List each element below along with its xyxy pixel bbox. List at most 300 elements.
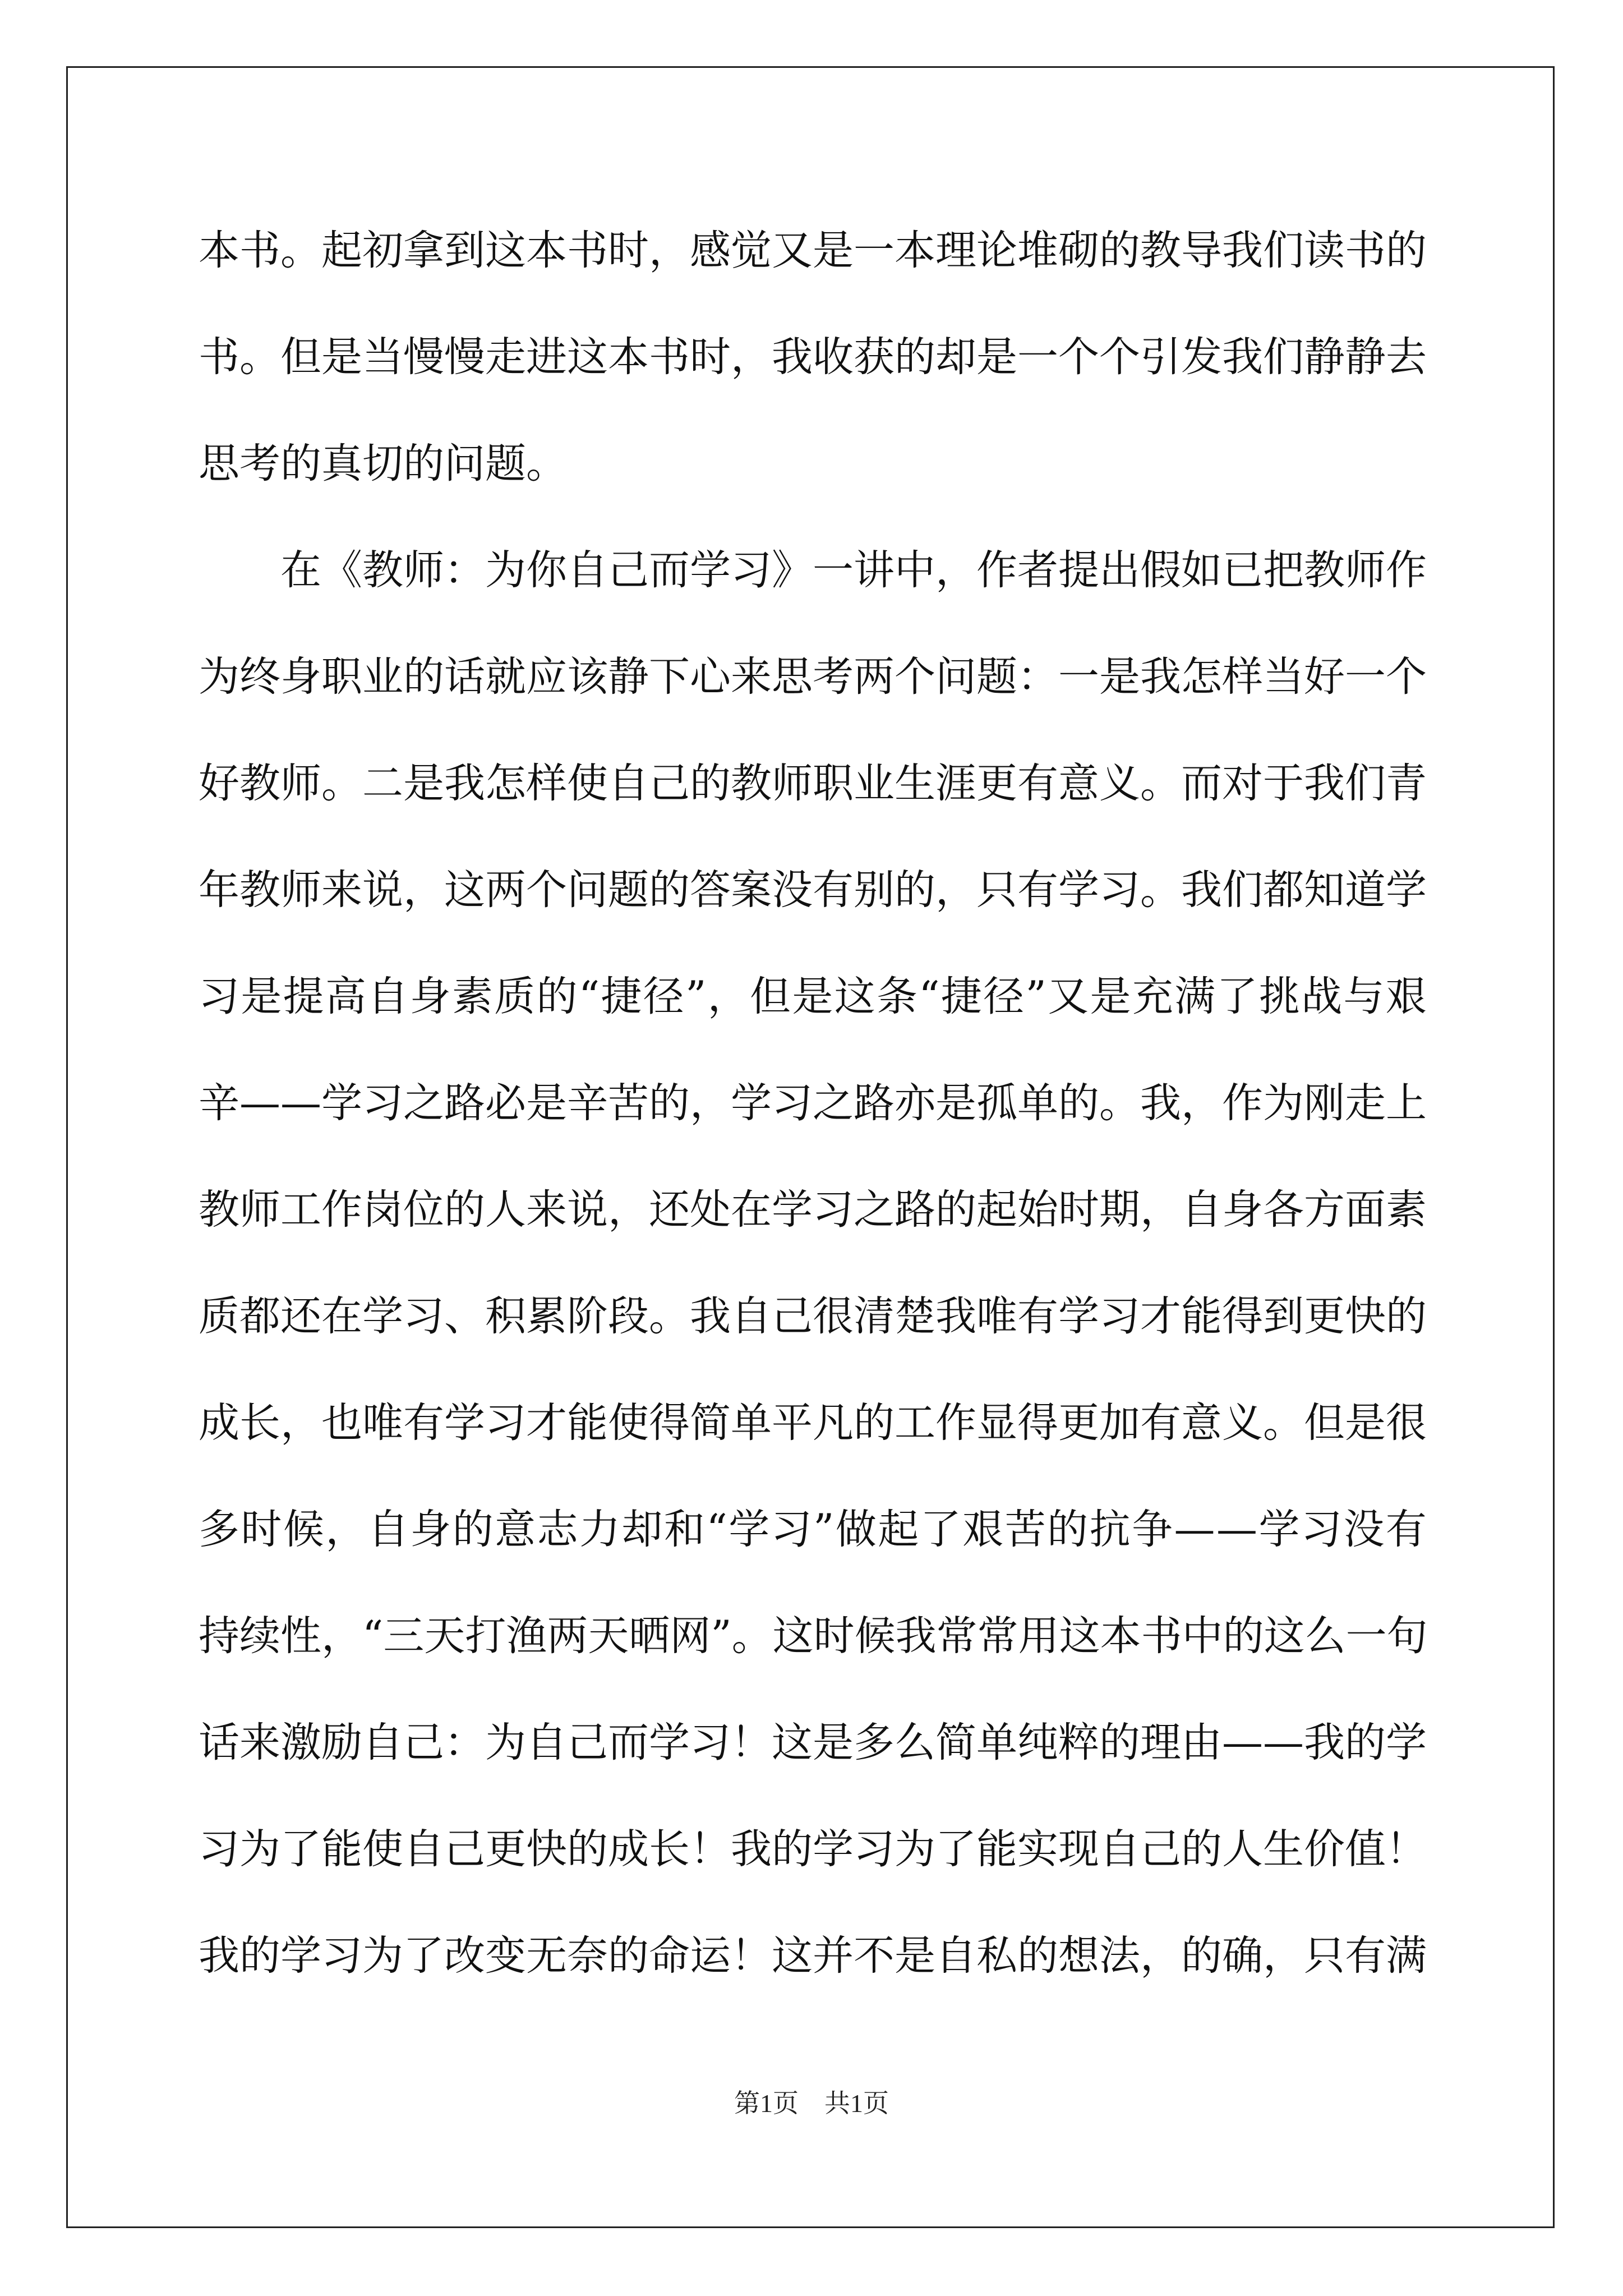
text-char: 纯 — [1017, 1719, 1058, 1766]
text-char: 的 — [280, 440, 321, 487]
text-char: 己 — [403, 1719, 444, 1766]
text-char: 们 — [1345, 760, 1386, 807]
text-char: 一 — [1058, 653, 1099, 701]
text-char: 思 — [772, 653, 813, 701]
text-char: 励 — [321, 1719, 362, 1766]
text-char: 必 — [485, 1079, 526, 1127]
text-line — [199, 304, 1427, 411]
text-char: 引 — [1140, 333, 1181, 381]
text-char: 案 — [731, 866, 772, 914]
text-char: 是 — [813, 1719, 854, 1766]
text-char: 自 — [367, 1506, 409, 1553]
text-char: 、 — [444, 1292, 485, 1340]
text-char: 时 — [241, 1506, 282, 1553]
text-char: 假 — [1140, 546, 1181, 594]
text-char: 更 — [976, 760, 1017, 807]
text-char: 奈 — [567, 1932, 608, 1980]
text-line — [199, 1476, 1427, 1583]
text-char: 的 — [567, 1825, 608, 1873]
text-char: 刚 — [1304, 1079, 1345, 1127]
text-char: 都 — [1263, 866, 1304, 914]
text-char: 》 — [772, 546, 813, 594]
text-line — [199, 837, 1427, 944]
text-char: ： — [1017, 653, 1058, 701]
text-char: 能 — [567, 1399, 608, 1447]
text-char: 没 — [1343, 1506, 1385, 1553]
text-char: 《 — [321, 546, 362, 594]
text-char: 的 — [1017, 1932, 1058, 1980]
text-char: 一 — [1017, 333, 1058, 381]
text-char: 天 — [424, 1612, 465, 1660]
text-char: 己 — [567, 1719, 608, 1766]
text-char: 学 — [362, 1292, 403, 1340]
text-char: 的 — [403, 653, 444, 701]
text-char: 的 — [1047, 1506, 1089, 1553]
text-char: 上 — [1386, 1079, 1427, 1127]
text-char: 职 — [321, 653, 362, 701]
text-char: 收 — [813, 333, 854, 381]
text-char: ” — [685, 973, 707, 1020]
text-char: 。 — [526, 440, 567, 487]
text-char: 习 — [199, 973, 239, 1020]
text-char: 使 — [608, 1399, 649, 1447]
text-char: 运 — [690, 1932, 731, 1980]
text-char: 道 — [1345, 866, 1386, 914]
text-line — [199, 624, 1427, 730]
text-char: 为 — [239, 1825, 280, 1873]
text-char: 学 — [649, 1719, 690, 1766]
text-char: 样 — [1222, 653, 1263, 701]
text-char: 切 — [362, 440, 403, 487]
text-char: 自 — [1181, 1186, 1222, 1234]
text-char: 考 — [239, 440, 280, 487]
text-char: — — [1222, 1719, 1263, 1766]
text-char: 样 — [526, 760, 567, 807]
text-char: 这 — [772, 1612, 814, 1660]
text-char: 不 — [854, 1932, 895, 1980]
text-char: 师 — [280, 866, 321, 914]
text-char: 我 — [1140, 1079, 1181, 1127]
text-char: 初 — [362, 227, 403, 274]
text-char: 这 — [772, 1719, 813, 1766]
text-char: “ — [578, 973, 600, 1020]
text-char: 习 — [321, 1932, 362, 1980]
text-char: 是 — [792, 973, 833, 1020]
text-char: 学 — [1258, 1506, 1300, 1553]
text-char: 战 — [1301, 973, 1343, 1020]
text-char: 自 — [567, 546, 608, 594]
text-char: 能 — [1181, 1292, 1222, 1340]
text-char: 又 — [772, 227, 813, 274]
text-char: 我 — [690, 1292, 731, 1340]
text-char: ， — [1181, 1079, 1222, 1127]
text-char: 得 — [1222, 1292, 1263, 1340]
text-char: 清 — [854, 1292, 895, 1340]
text-char: 还 — [280, 1292, 321, 1340]
text-char: 期 — [1099, 1186, 1140, 1234]
page-footer: 第1页 共1页 — [734, 2089, 889, 2118]
text-char: 争 — [1132, 1506, 1173, 1553]
text-char: 书 — [1141, 1612, 1182, 1660]
text-char: ！ — [690, 1825, 731, 1873]
text-char: 为 — [485, 1719, 526, 1766]
text-char: 捷 — [940, 973, 982, 1020]
text-char: 者 — [1017, 546, 1058, 594]
text-char: 能 — [976, 1825, 1017, 1873]
text-char: 却 — [935, 333, 976, 381]
text-char: 的 — [854, 1399, 895, 1447]
text-char: 路 — [854, 1079, 895, 1127]
text-char: 身 — [1222, 1186, 1263, 1234]
text-char: 激 — [280, 1719, 321, 1766]
text-char: 么 — [895, 1719, 935, 1766]
text-char: 该 — [567, 653, 608, 701]
text-char: 打 — [465, 1612, 506, 1660]
text-char: 书 — [649, 333, 690, 381]
text-char: 我 — [1181, 866, 1222, 914]
text-char: 抗 — [1089, 1506, 1131, 1553]
text-char: ， — [321, 1612, 362, 1660]
text-char: 书 — [239, 227, 280, 274]
text-char: ， — [1140, 1932, 1181, 1980]
text-char: 网 — [670, 1612, 711, 1660]
text-char: 单 — [1017, 1079, 1058, 1127]
text-char: 答 — [690, 866, 731, 914]
text-char: 教 — [731, 760, 772, 807]
text-char: 觉 — [731, 227, 772, 274]
text-char: 两 — [485, 866, 526, 914]
text-char: 单 — [976, 1719, 1017, 1766]
text-char: 简 — [690, 1399, 731, 1447]
text-char: 常 — [936, 1612, 978, 1660]
text-char: “ — [706, 1506, 727, 1553]
text-char: 说 — [362, 866, 403, 914]
text-char: 两 — [547, 1612, 588, 1660]
text-char: 一 — [854, 227, 895, 274]
text-char: 们 — [1263, 333, 1304, 381]
text-char: 这 — [834, 973, 875, 1020]
text-char: 本 — [608, 333, 649, 381]
text-char: 使 — [362, 1825, 403, 1873]
text-char: ： — [444, 1719, 485, 1766]
text-char: 生 — [1263, 1825, 1304, 1873]
text-char: 想 — [1058, 1932, 1099, 1980]
text-char: 下 — [649, 653, 690, 701]
text-char: 性 — [280, 1612, 321, 1660]
text-char: 师 — [772, 760, 813, 807]
text-char: 对 — [1222, 760, 1263, 807]
text-char: 涯 — [935, 760, 976, 807]
text-char: 成 — [199, 1399, 239, 1447]
text-char: 这 — [772, 1932, 813, 1980]
text-char: 学 — [731, 1079, 772, 1127]
text-char: 在 — [321, 1292, 362, 1340]
text-char: ， — [707, 973, 749, 1020]
text-char: 真 — [321, 440, 362, 487]
text-line — [199, 944, 1427, 1050]
text-char: 学 — [772, 1186, 813, 1234]
text-char: 习 — [485, 1399, 526, 1447]
text-char: 岗 — [362, 1186, 403, 1234]
text-char: 砌 — [1058, 227, 1099, 274]
text-char: 楚 — [895, 1292, 935, 1340]
text-char: 高 — [325, 973, 366, 1020]
text-char: 。 — [321, 760, 362, 807]
text-char: 的 — [895, 866, 935, 914]
text-char: 时 — [608, 227, 649, 274]
text-char: 走 — [1345, 1079, 1386, 1127]
text-char: 的 — [536, 973, 578, 1020]
text-char: 学 — [728, 1506, 770, 1553]
text-char: 工 — [280, 1186, 321, 1234]
text-char: ： — [444, 546, 485, 594]
text-char: 得 — [649, 1399, 690, 1447]
text-char: 们 — [1263, 227, 1304, 274]
text-char: 题 — [608, 866, 649, 914]
text-char: 是 — [1099, 653, 1140, 701]
text-char: — — [1216, 1506, 1257, 1553]
text-char: 与 — [1343, 973, 1385, 1020]
text-char: 。 — [1140, 760, 1181, 807]
text-char: 作 — [1222, 1079, 1263, 1127]
text-char: 义 — [1099, 760, 1140, 807]
text-char: 但 — [280, 333, 321, 381]
text-char: 更 — [1304, 1292, 1345, 1340]
text-char: 你 — [526, 546, 567, 594]
text-char: 艰 — [1385, 973, 1427, 1020]
text-char: 思 — [199, 440, 239, 487]
text-char: 成 — [608, 1825, 649, 1873]
text-char: 都 — [239, 1292, 280, 1340]
text-char: 时 — [690, 333, 731, 381]
text-char: 快 — [1345, 1292, 1386, 1340]
text-char: 学 — [444, 1399, 485, 1447]
text-char: 获 — [854, 333, 895, 381]
text-char: 一 — [1345, 1612, 1387, 1660]
text-char: 学 — [321, 1079, 362, 1127]
text-char: 教 — [199, 1186, 239, 1234]
text-char: 我 — [1222, 227, 1263, 274]
text-char: 有 — [1017, 760, 1058, 807]
text-char: 题 — [976, 653, 1017, 701]
text-char: 导 — [1181, 227, 1222, 274]
text-char: 的 — [452, 1506, 494, 1553]
text-char: 身 — [409, 973, 451, 1020]
text-char: 粹 — [1058, 1719, 1099, 1766]
text-char: 值 — [1345, 1825, 1386, 1873]
text-line — [199, 517, 1427, 624]
text-char: 习 — [771, 1506, 812, 1553]
text-char: 起 — [321, 227, 362, 274]
text-char: 起 — [976, 1186, 1017, 1234]
text-char: 各 — [1263, 1186, 1304, 1234]
text-char: 更 — [1058, 1399, 1099, 1447]
text-char: 条 — [876, 973, 917, 1020]
text-char: 只 — [1304, 1932, 1345, 1980]
text-char: 的 — [772, 1825, 813, 1873]
text-char: 意 — [1058, 760, 1099, 807]
text-char: 的 — [690, 760, 731, 807]
text-char: 问 — [567, 866, 608, 914]
text-char: 拿 — [403, 227, 444, 274]
text-char: 作 — [935, 1399, 976, 1447]
text-char: 当 — [1263, 653, 1304, 701]
text-char: 习 — [403, 1292, 444, 1340]
text-char: 作 — [321, 1186, 362, 1234]
text-char: 学 — [1386, 866, 1427, 914]
text-char: 路 — [444, 1079, 485, 1127]
text-char: 理 — [935, 227, 976, 274]
text-char: 教 — [362, 546, 403, 594]
text-char: ！ — [731, 1719, 772, 1766]
text-char: 提 — [1058, 546, 1099, 594]
text-char: 本 — [1100, 1612, 1141, 1660]
text-char: 很 — [813, 1292, 854, 1340]
text-char: 的 — [649, 866, 690, 914]
text-char: 了 — [403, 1932, 444, 1980]
text-char: 辛 — [199, 1079, 239, 1127]
text-char: 中 — [1182, 1612, 1223, 1660]
text-char: 的 — [649, 1079, 690, 1127]
text-char: 自 — [731, 1292, 772, 1340]
text-char: 发 — [1181, 333, 1222, 381]
text-char: 候 — [854, 1612, 896, 1660]
text-char: 。 — [1099, 1079, 1140, 1127]
text-char: 时 — [813, 1612, 855, 1660]
text-char: 和 — [663, 1506, 705, 1553]
text-char: 有 — [403, 1399, 444, 1447]
text-char: 我 — [731, 1825, 772, 1873]
text-char: 积 — [485, 1292, 526, 1340]
text-char: 去 — [1386, 333, 1427, 381]
text-char: 平 — [772, 1399, 813, 1447]
text-char: 这 — [444, 866, 485, 914]
text-char: 二 — [362, 760, 403, 807]
text-char: 问 — [444, 440, 485, 487]
text-char: 习 — [854, 1825, 895, 1873]
text-char: 简 — [935, 1719, 976, 1766]
text-char: 是 — [1090, 973, 1131, 1020]
text-char: 己 — [1140, 1825, 1181, 1873]
text-char: 来 — [239, 1719, 280, 1766]
text-char: ， — [403, 866, 444, 914]
text-char: 有 — [1017, 866, 1058, 914]
text-char: 己 — [772, 1292, 813, 1340]
text-char: — — [1174, 1506, 1215, 1553]
text-char: 天 — [588, 1612, 629, 1660]
text-char: 习 — [362, 1079, 403, 1127]
text-char: 凡 — [813, 1399, 854, 1447]
text-char: 我 — [1304, 760, 1345, 807]
text-char: 渔 — [506, 1612, 547, 1660]
text-char: 应 — [526, 653, 567, 701]
text-char: 这 — [1264, 1612, 1305, 1660]
text-char: 学 — [1386, 1719, 1427, 1766]
text-char: 法 — [1099, 1932, 1140, 1980]
text-char: 素 — [1386, 1186, 1427, 1234]
text-char: 实 — [1017, 1825, 1058, 1873]
text-char: 提 — [283, 973, 324, 1020]
text-char: 自 — [608, 760, 649, 807]
text-char: 怎 — [1181, 653, 1222, 701]
text-char: 由 — [1181, 1719, 1222, 1766]
text-char: 为 — [1263, 1079, 1304, 1127]
text-char: 有 — [1345, 1932, 1386, 1980]
text-char: 这 — [485, 227, 526, 274]
text-char: 讲 — [854, 546, 895, 594]
text-char: 在 — [280, 546, 321, 594]
text-char: 持 — [199, 1612, 239, 1660]
text-char: 做 — [835, 1506, 877, 1553]
text-char: 静 — [1304, 333, 1345, 381]
text-char: ， — [1140, 1186, 1181, 1234]
text-char: “ — [362, 1612, 384, 1660]
text-char: 学 — [813, 1825, 854, 1873]
text-char: 径 — [983, 973, 1025, 1020]
text-char: 己 — [608, 546, 649, 594]
text-char: 学 — [280, 1932, 321, 1980]
text-char: 话 — [444, 653, 485, 701]
text-char: 本 — [895, 227, 935, 274]
text-char: 的 — [403, 440, 444, 487]
text-char: ” — [1025, 973, 1046, 1020]
text-char: 为 — [362, 1932, 403, 1980]
text-char: 中 — [895, 546, 935, 594]
text-char: 到 — [444, 227, 485, 274]
text-char: 习 — [1301, 1506, 1342, 1553]
text-char: 书 — [567, 227, 608, 274]
text-char: 静 — [1345, 333, 1386, 381]
text-char: 无 — [526, 1932, 567, 1980]
text-char: 来 — [731, 653, 772, 701]
text-char: 用 — [1018, 1612, 1059, 1660]
text-char: 质 — [199, 1292, 239, 1340]
text-char: 而 — [1181, 760, 1222, 807]
text-char: 使 — [567, 760, 608, 807]
text-char: 己 — [444, 1825, 485, 1873]
text-char: 义 — [1222, 1399, 1263, 1447]
text-char: 出 — [1099, 546, 1140, 594]
text-char: 我 — [1304, 1719, 1345, 1766]
text-char: 的 — [895, 333, 935, 381]
text-char: 力 — [579, 1506, 621, 1553]
text-char: ” — [813, 1506, 834, 1553]
text-char: 来 — [526, 1186, 567, 1234]
text-char: 己 — [649, 760, 690, 807]
text-char: 自 — [403, 1825, 444, 1873]
text-char: 之 — [403, 1079, 444, 1127]
text-char: 方 — [1304, 1186, 1345, 1234]
text-char: 累 — [526, 1292, 567, 1340]
text-char: 习 — [1099, 866, 1140, 914]
text-char: 师 — [239, 1186, 280, 1234]
text-char: ， — [649, 227, 690, 274]
text-char: 了 — [1216, 973, 1258, 1020]
text-char: 个 — [1058, 333, 1099, 381]
text-char: 能 — [321, 1825, 362, 1873]
text-char: 青 — [1386, 760, 1427, 807]
text-char: 辛 — [567, 1079, 608, 1127]
text-char: — — [280, 1079, 321, 1127]
text-char: ， — [1263, 1932, 1304, 1980]
text-line — [199, 1050, 1427, 1157]
text-char: 还 — [649, 1186, 690, 1234]
text-char: 学 — [690, 546, 731, 594]
text-char: 是 — [1345, 1399, 1386, 1447]
text-char: 习 — [199, 1825, 239, 1873]
text-char: 职 — [813, 760, 854, 807]
text-char: 题 — [485, 440, 526, 487]
